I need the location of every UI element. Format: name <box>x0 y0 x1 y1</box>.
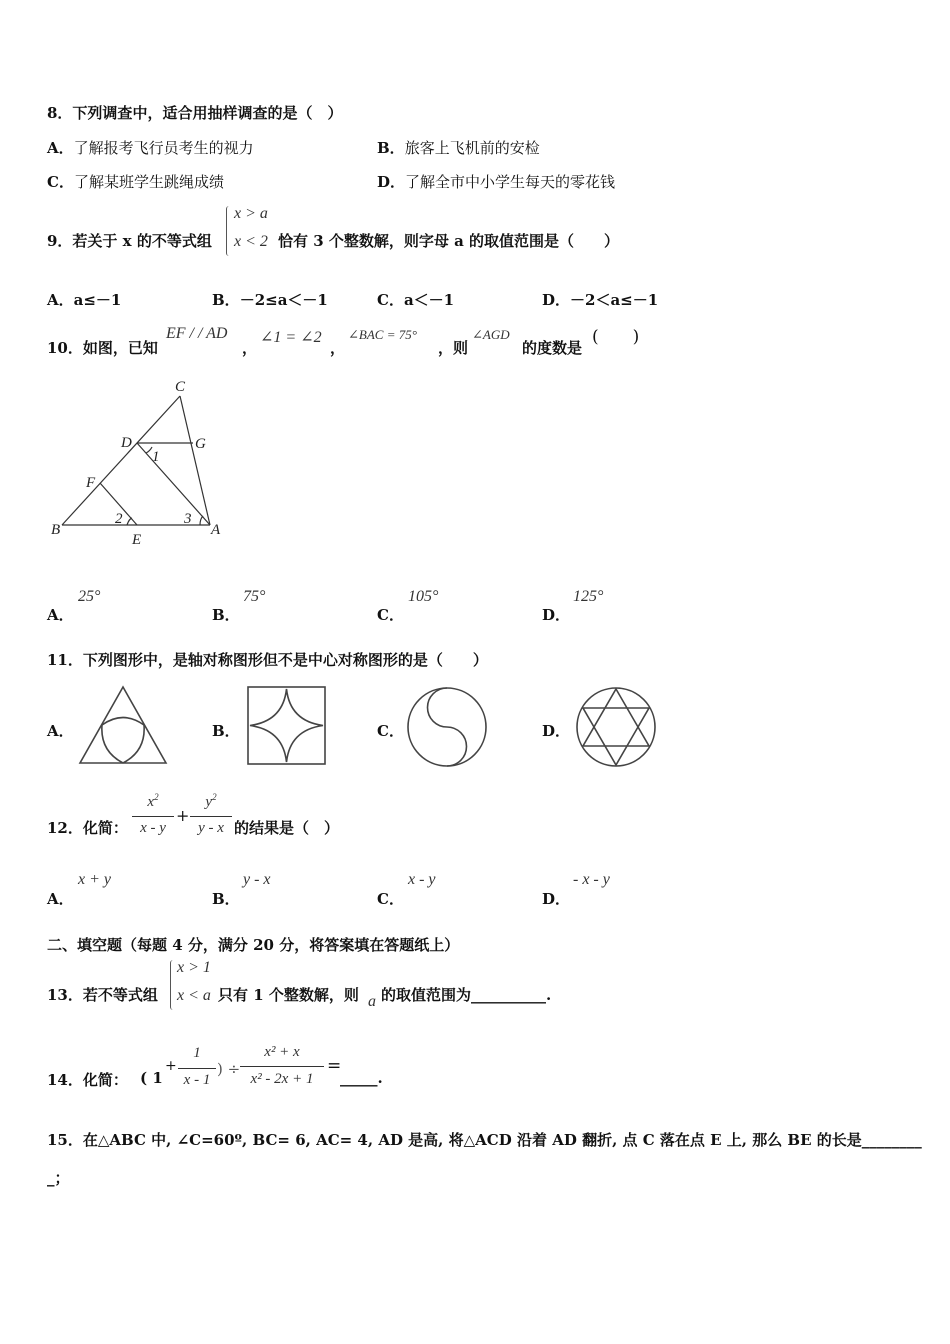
q12-frac2-den: y - x <box>198 820 224 836</box>
q10-option-a-label: A． <box>47 606 74 624</box>
label-d: D <box>121 435 132 451</box>
q10-cond2: ∠1 = ∠2 <box>260 329 322 346</box>
q13-mid: 只有 1 个整数解，则 <box>218 986 359 1004</box>
q8-option-b: B．旅客上飞机前的安检 <box>377 139 540 157</box>
q9-option-a: A．a≤－1 <box>47 291 122 309</box>
q14-close-div: ) ÷ <box>217 1060 241 1078</box>
q14-f1-bar <box>178 1068 216 1069</box>
q12-option-d-label: D． <box>542 890 571 908</box>
q9-option-d: D．－2＜a≤－1 <box>542 291 659 309</box>
q10-option-c-label: C． <box>377 606 404 624</box>
label-e: E <box>132 532 142 548</box>
q11-option-b-label: B． <box>212 722 240 740</box>
q10-paren: ( ) <box>592 327 640 347</box>
q10-prefix: 10．如图，已知 <box>47 339 158 357</box>
q9-line2: x < 2 <box>234 233 268 250</box>
q9-prefix: 9．若关于 x 的不等式组 <box>47 232 212 250</box>
q12-prefix: 12．化简： <box>47 819 128 837</box>
q11-option-a-figure <box>76 683 176 769</box>
q10-suffix: 的度数是 <box>522 339 583 357</box>
q12-option-b-label: B． <box>212 890 240 908</box>
label-1: 1 <box>152 449 160 465</box>
q11-option-d-figure <box>574 685 658 769</box>
q13-line1: x > 1 <box>177 959 211 976</box>
q14-eq: = <box>327 1056 342 1076</box>
q14-f2-bar <box>240 1066 324 1067</box>
q9-brace <box>226 206 233 256</box>
q10-target: ∠AGD <box>472 327 510 342</box>
angle-3-arc <box>200 516 203 525</box>
q14-f2-num: x² + x <box>264 1044 300 1060</box>
q12-option-a: x + y <box>78 871 111 888</box>
q10-cond3: ∠BAC = 75° <box>348 327 417 342</box>
q11-option-d-label: D． <box>542 722 571 740</box>
label-3: 3 <box>184 511 192 527</box>
q15-line2: _； <box>47 1169 70 1187</box>
q8-option-d: D．了解全市中小学生每天的零花钱 <box>377 173 616 191</box>
q9-option-c: C．a＜－1 <box>377 291 455 309</box>
q13-suffix: 的取值范围为__________. <box>381 986 552 1004</box>
label-c: C <box>175 379 186 395</box>
q8-option-a: A．了解报考飞行员考生的视力 <box>47 139 254 157</box>
q12-frac1-den: x - y <box>140 820 166 836</box>
q11-option-a-label: A． <box>47 722 74 740</box>
label-f: F <box>86 475 96 491</box>
q9-line1: x > a <box>234 205 268 222</box>
q12-option-c-label: C． <box>377 890 404 908</box>
q12-suffix: 的结果是（ ） <box>234 819 340 837</box>
q14-blank: _____. <box>340 1069 383 1087</box>
q10-sep2: ， <box>330 339 346 357</box>
q10-cond1: EF / / AD <box>166 325 228 342</box>
q13-brace <box>170 960 177 1010</box>
q9-option-b: B．－2≤a＜－1 <box>212 291 328 309</box>
segment-bc <box>62 396 180 525</box>
q12-frac1-num: $x^2$ <box>147 792 159 810</box>
q12-option-c: x - y <box>408 871 436 888</box>
q12-frac1-bar <box>132 816 174 817</box>
q10-option-b: 75° <box>243 588 266 605</box>
q10-option-b-label: B． <box>212 606 240 624</box>
q10-option-c: 105° <box>408 588 439 605</box>
q9-suffix: 恰有 3 个整数解，则字母 a 的取值范围是（ ） <box>278 232 620 250</box>
label-a: A <box>211 522 221 538</box>
q14-prefix: 14．化简： <box>47 1071 128 1089</box>
q13-line2: x < a <box>177 987 211 1004</box>
q12-option-d: - x - y <box>573 871 610 888</box>
label-g: G <box>195 436 206 452</box>
q11-option-c-figure <box>405 685 489 769</box>
q11-option-c-label: C． <box>377 722 404 740</box>
q11-option-b-figure <box>246 685 328 767</box>
q13-var: a <box>368 993 376 1010</box>
q12-frac2-num: $y^2$ <box>205 792 217 810</box>
q11-stem: 11．下列图形中，是轴对称图形但不是中心对称图形的是（ ） <box>47 651 488 669</box>
q12-frac2-bar <box>190 816 232 817</box>
q12-option-a-label: A． <box>47 890 74 908</box>
q8-option-c: C．了解某班学生跳绳成绩 <box>47 173 224 191</box>
section-2-heading: 二、填空题（每题 4 分，满分 20 分，将答案填在答题纸上） <box>47 936 460 954</box>
label-2: 2 <box>115 511 123 527</box>
q10-option-a: 25° <box>78 588 101 605</box>
q12-plus: + <box>176 806 190 825</box>
segment-da <box>137 443 210 525</box>
q10-option-d-label: D． <box>542 606 571 624</box>
q10-sep1: ， <box>242 339 258 357</box>
q10-mid: ，则 <box>438 339 469 357</box>
q10-figure <box>45 375 235 550</box>
q12-option-b: y - x <box>243 871 271 888</box>
segment-ca <box>180 396 210 525</box>
q14-f2-den: x² - 2x + 1 <box>250 1071 314 1087</box>
q8-stem: 8．下列调查中，适合用抽样调查的是（ ） <box>47 104 343 122</box>
q14-f1-den: x - 1 <box>183 1072 211 1088</box>
q14-open: ( 1 <box>140 1069 163 1087</box>
q14-f1-num: 1 <box>193 1045 201 1061</box>
q14-plus: + <box>165 1058 177 1074</box>
q10-option-d: 125° <box>573 588 604 605</box>
q15-line1: 15．在△ABC 中, ∠C=60º, BC= 6, AC= 4, AD 是高, 将△ACD 沿着 AD 翻折, 点 C 落在点 E 上, 那么 BE 的长是________ <box>47 1131 922 1149</box>
q13-prefix: 13．若不等式组 <box>47 986 158 1004</box>
label-b: B <box>51 522 61 538</box>
